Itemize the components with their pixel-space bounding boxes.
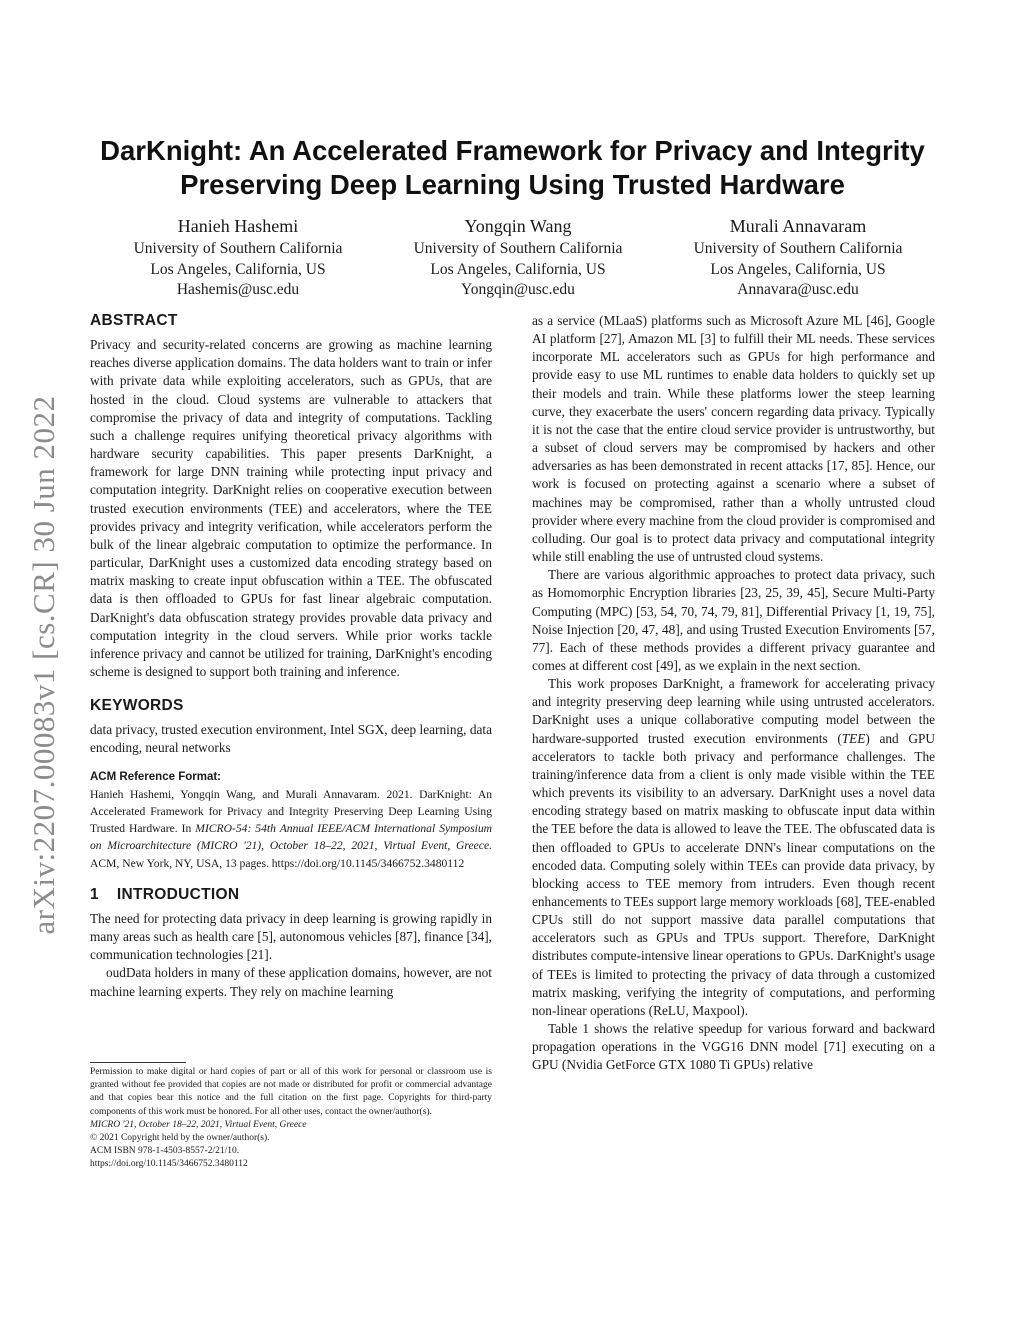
acm-reference-text: [90, 786, 492, 872]
author-affiliation: University of Southern California: [133, 240, 343, 257]
acm-reference-venue: MICRO-54: 54th Annual IEEE/ACM International Symposium on Microarchitecture (MICRO '21), October 18–22, 2021, Virtual Event, Greece.: [90, 822, 493, 853]
introduction-heading: [90, 886, 492, 904]
title-line-2: Preserving Deep Learning Using Trusted Hardware: [180, 169, 845, 200]
arxiv-stamp-margin: [0, 0, 70, 1325]
footnote-rule: [90, 1062, 186, 1063]
p3-part-b: ) and GPU accelerators to tackle both privacy and performance challenges. The training/inference data from a client is only made visible within the TEE which prevents its visibility to an adversary. DarKnight uses a novel data encoding strategy based on matrix masking to obfuscate input data within the TEE before the data is allowed to leave the TEE. The obfuscated data is then offloaded to GPUs to accelerate DNN's linear computations on the encoded data. Computing solely within TEEs can provide data privacy, by blocking access to TEE memory from intruders. Even though recent enhancements to TEEs support large memory workloads [68], TEE-enabled CPUs still do not support massive data parallel computations that accelerators such as GPUs and TPUs support. Therefore, DarKnight distributes compute-intensive linear operations to GPUs. DarKnight's usage of TEEs is limited to protecting the privacy of data through a customized matrix masking, verifying the integrity of computations, and performing non-linear operations (ReLU, Maxpool).: [532, 730, 935, 1018]
author-affiliation: University of Southern California: [693, 240, 903, 257]
intro-paragraph-2: oudData holders in many of these application domains, however, are not machine learning experts. They rely on machine learning: [90, 965, 492, 999]
isbn: ACM ISBN 978-1-4503-8557-2/21/10.: [90, 1146, 240, 1157]
right-column: [532, 312, 935, 1075]
right-paragraph-2: There are various algorithmic approaches to protect data privacy, such as Homomorphic Encryption libraries [23, 25, 39, 45], Secure Multi-Party Computing (MPC) [53, 54, 70, 74, 79, 81], Differential Privacy [1, 19, 75], Noise Injection [20, 47, 48], and using Trusted Execution Enviroments [57, 77]. Each of these methods provides a different privacy guarantee and comes at different cost [49], as we explain in the next section.: [532, 567, 935, 673]
author-name: Yongqin Wang: [464, 216, 572, 236]
keywords-heading: KEYWORDS: [90, 697, 184, 715]
acm-reference-publisher: ACM, New York, NY, USA, 13 pages. https://doi.org/10.1145/3466752.3480112: [90, 856, 465, 870]
p3-part-a: This work proposes DarKnight, a framework for accelerating privacy and integrity preserving deep learning while using untrusted accelerators. DarKnight uses a unique collaborative computing model between the hardware-supported trusted execution environments (: [532, 676, 935, 746]
author-location: Los Angeles, California, US: [150, 260, 326, 278]
title-line-1: DarKnight: An Accelerated Framework for Privacy and Integrity: [100, 135, 925, 166]
author-location: Los Angeles, California, US: [710, 260, 886, 278]
footnote-block: [90, 1066, 492, 1172]
author-email: Annavara@usc.edu: [737, 281, 859, 298]
section-title: INTRODUCTION: [116, 885, 240, 903]
author-email: Hashemis@usc.edu: [176, 281, 300, 298]
author-2: [378, 213, 658, 301]
author-1: [98, 213, 378, 301]
paper-title: [80, 134, 945, 202]
section-number: 1: [90, 885, 99, 903]
author-block: [98, 213, 938, 301]
doi: https://doi.org/10.1145/3466752.3480112: [90, 1159, 248, 1170]
abstract-text: Privacy and security-related concerns are growing as machine learning reaches diverse application domains. The data holders want to train or infer with private data while exploiting accelerators, such as GPUs, that are hosted in the cloud. Cloud systems are vulnerable to attackers that compromise the privacy of data and integrity of computations. Tackling such a challenge requires unifying theoretical privacy algorithms with hardware security capabilities. This paper presents DarKnight, a framework for large DNN training while protecting input privacy and computation integrity. DarKnight relies on cooperative execution between trusted execution environments (TEE) and accelerators, where the TEE provides privacy and integrity verification, while accelerators perform the bulk of the linear algebraic computation to optimize the performance. In particular, DarKnight uses a customized data encoding strategy based on matrix masking to create input obfuscation within a TEE. The obfuscated data is then offloaded to GPUs for fast linear algebraic computation. DarKnight's data obfuscation strategy provides provable data privacy and computation integrity in the cloud servers. While prior works tackle inference privacy and cannot be utilized for training, DarKnight's encoding scheme is designed to support both training and inference.: [90, 337, 492, 679]
acm-reference-heading: ACM Reference Format:: [90, 770, 221, 783]
right-paragraph-3: [532, 675, 935, 1020]
author-name: Hanieh Hashemi: [177, 216, 299, 236]
author-email: Yongqin@usc.edu: [461, 281, 575, 298]
arxiv-identifier: arXiv:2207.00083v1 [cs.CR] 30 Jun 2022: [26, 395, 61, 935]
copyright-notice: © 2021 Copyright held by the owner/author(s).: [90, 1133, 270, 1144]
abstract-heading: ABSTRACT: [90, 312, 178, 329]
author-name: Murali Annavaram: [729, 216, 867, 236]
author-location: Los Angeles, California, US: [430, 260, 606, 278]
right-paragraph-4: Table 1 shows the relative speedup for various forward and backward propagation operations in the VGG16 DNN model [71] executing on a GPU (Nvidia GetForce GTX 1080 Ti GPUs) relative: [532, 1021, 935, 1073]
tee-term: TEE: [841, 730, 866, 746]
right-paragraph-1: as a service (MLaaS) platforms such as Microsoft Azure ML [46], Google AI platform [27], Amazon ML [3] to fulfill their ML needs. These services incorporate ML accelerators such as GPUs for high performance and provide easy to use ML runtimes to enable data holders to quickly set up their models and train. While these platforms lower the steep learning curve, they exacerbate the users' concern regarding data privacy. Typically it is not the case that the entire cloud service provider is untrustworthy, but a subset of cloud servers may be compromised by hackers and other adversaries as has been demonstrated in recent attacks [17, 85]. Hence, our work is focused on protecting against a scenario where a subset of machines may be compromised, rather than a wholly untrusted cloud provider where every machine from the cloud provider is compromised and colluding. Our goal is to protect data privacy and computational integrity while still enabling the use of untrusted cloud systems.: [532, 313, 935, 565]
intro-paragraph-1: The need for protecting data privacy in deep learning is growing rapidly in many areas such as health care [5], autonomous vehicles [87], finance [34], communication technologies [21].: [90, 910, 492, 963]
author-affiliation: University of Southern California: [413, 240, 623, 257]
author-3: [658, 213, 938, 301]
permission-notice: Permission to make digital or hard copies of part or all of this work for personal or classroom use is granted without fee provided that copies are not made or distributed for profit or commercial advantage and that copies bear this notice and the full citation on the first page. Copyrights for third-party components of this work must be honored. For all other uses, contact the owner/author(s).: [90, 1067, 492, 1117]
left-column: [90, 312, 492, 1001]
keywords-text: data privacy, trusted execution environment, Intel SGX, deep learning, data encoding, neural networks: [90, 722, 492, 756]
acm-reference: [90, 768, 492, 872]
acm-reference-authors: Hanieh Hashemi, Yongqin Wang, and Murali Annavaram. 2021. DarKnight: An Accelerated Framework for Privacy and Integrity Preserving Deep Learning Using Trusted Hardware. In: [90, 787, 492, 836]
conference-info: MICRO '21, October 18–22, 2021, Virtual Event, Greece: [90, 1119, 307, 1130]
